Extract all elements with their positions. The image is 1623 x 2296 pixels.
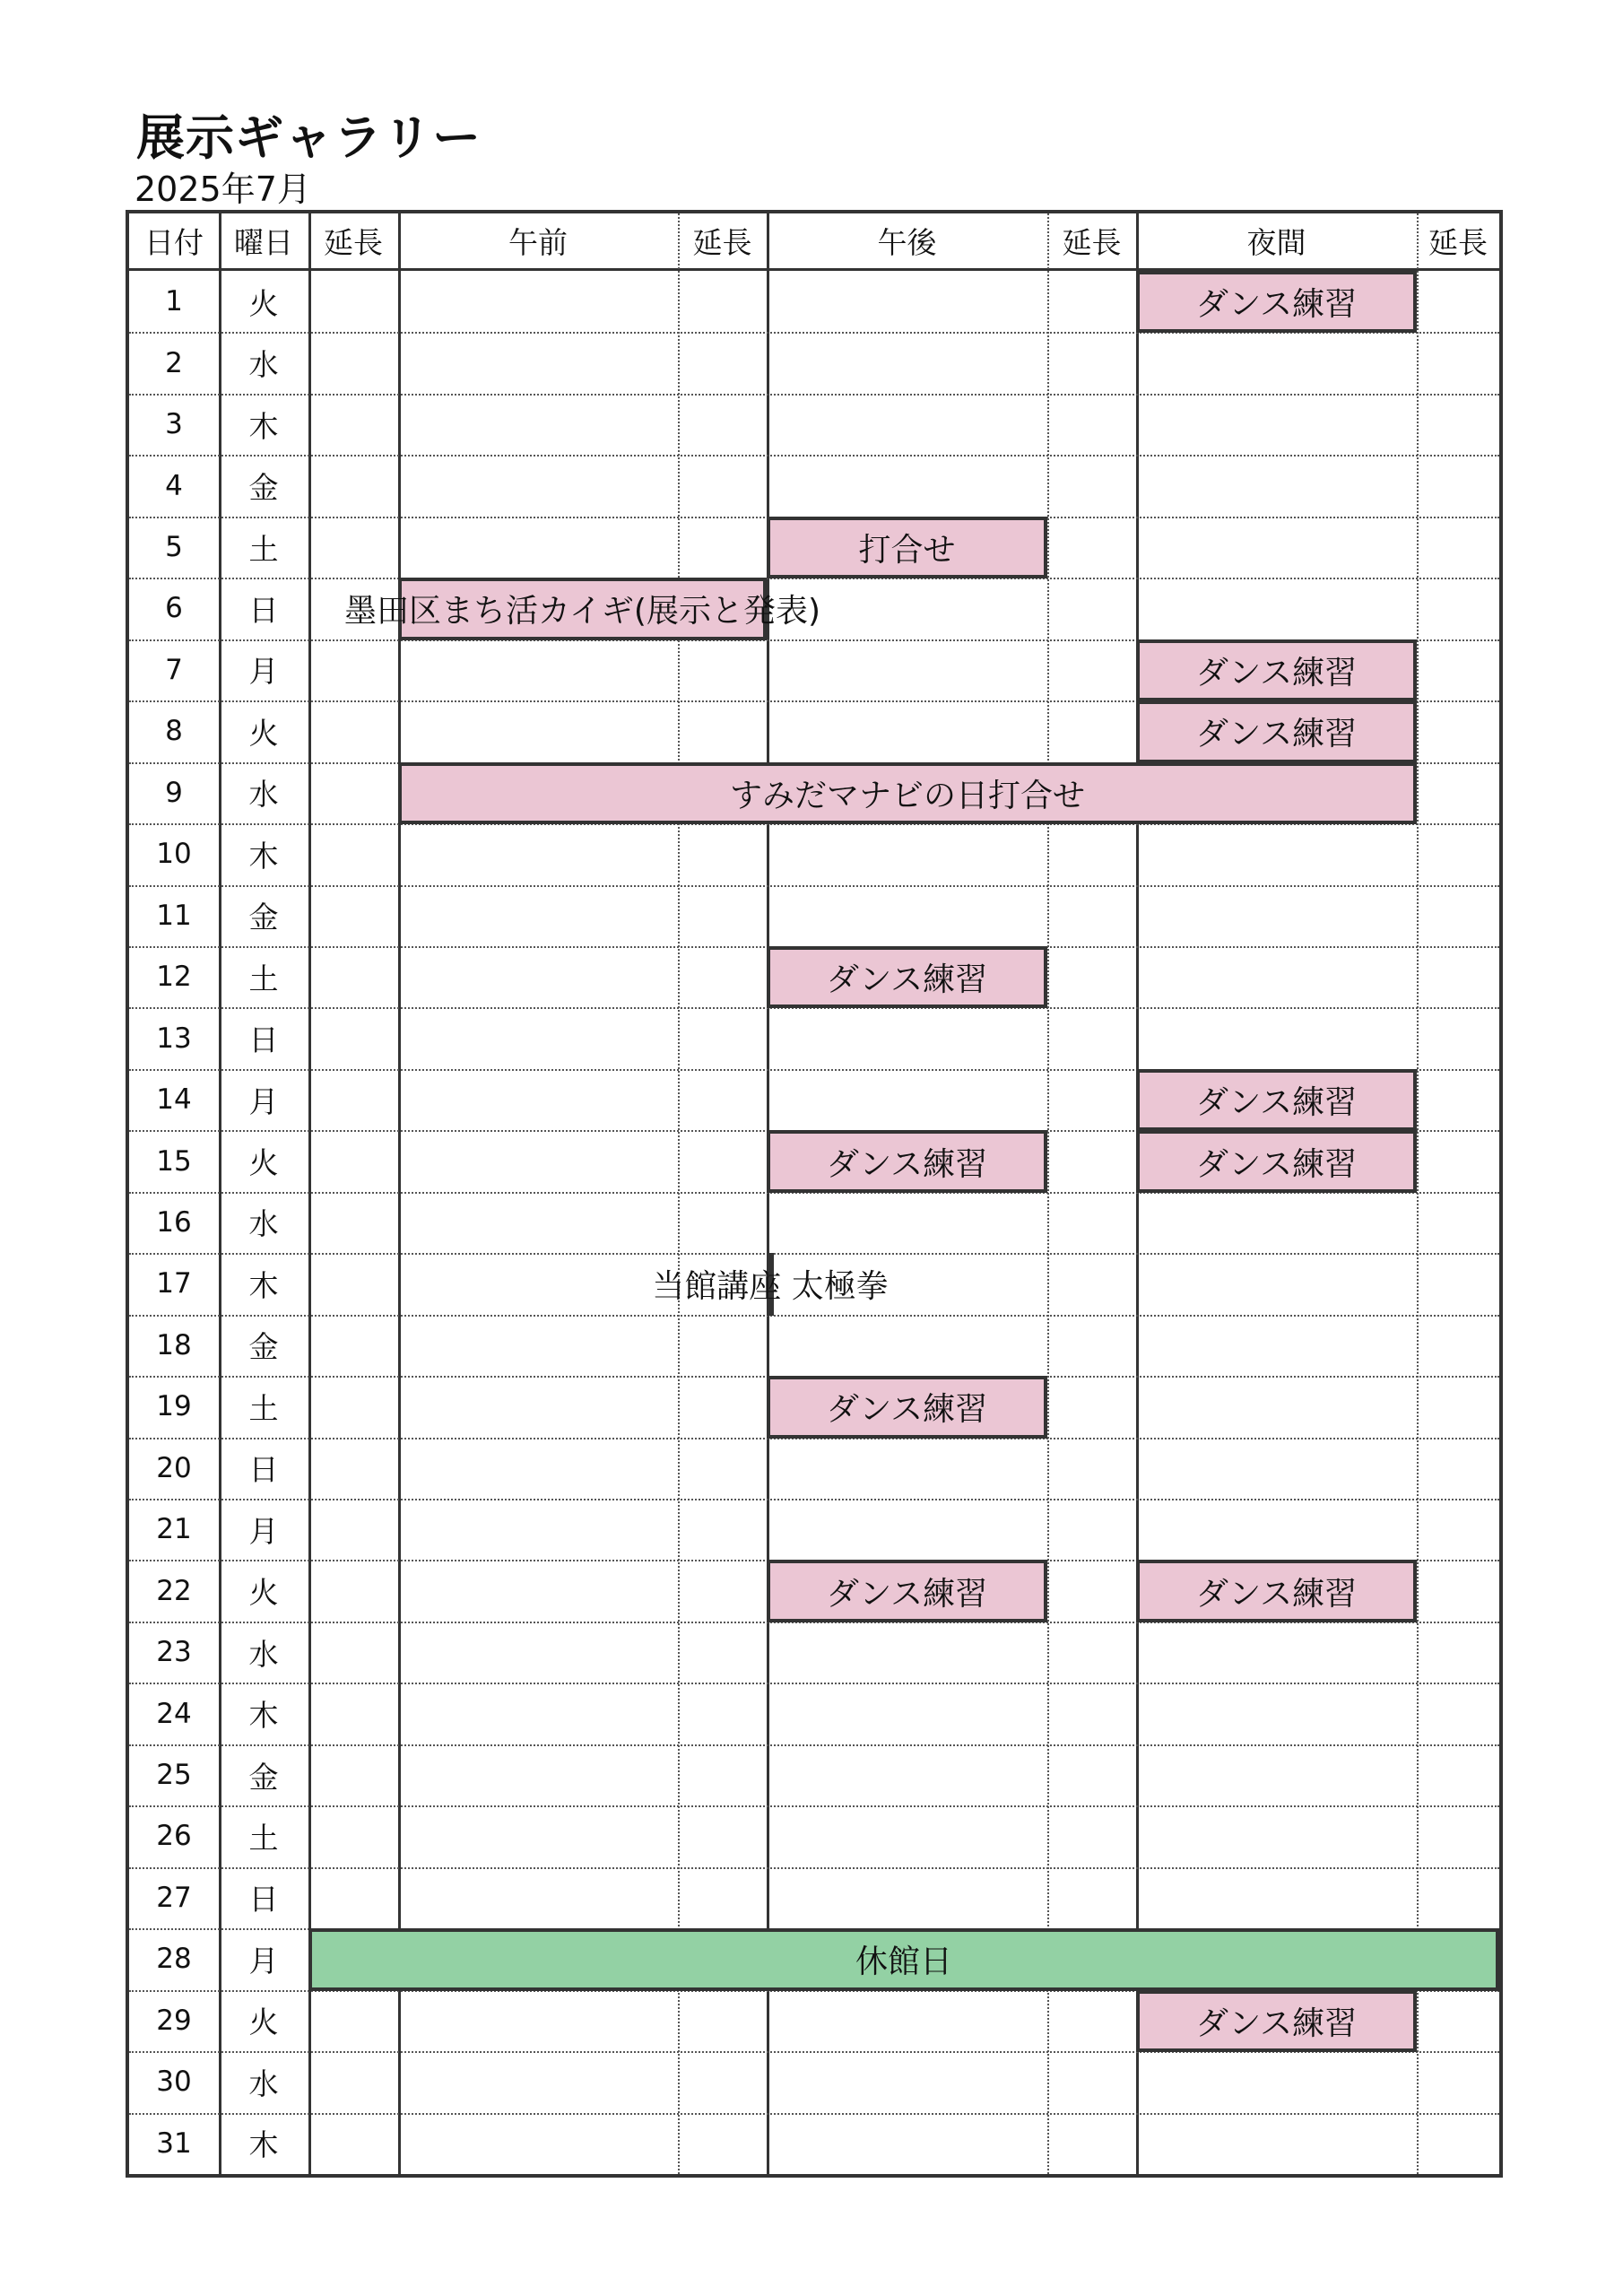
row-divider xyxy=(129,455,1499,457)
row-divider xyxy=(129,1744,1499,1746)
event-block[interactable]: 打合せ xyxy=(767,517,1047,578)
date-cell: 24 xyxy=(156,1697,192,1730)
date-cell: 28 xyxy=(156,1943,192,1976)
weekday-cell: 金 xyxy=(248,470,279,506)
weekday-cell: 火 xyxy=(248,1575,279,1611)
column-divider xyxy=(767,213,769,2174)
column-header: 日付 xyxy=(129,213,219,271)
event-block[interactable]: ダンス練習 xyxy=(1136,700,1417,762)
row-divider xyxy=(129,1499,1499,1500)
row-divider xyxy=(129,2113,1499,2115)
column-divider xyxy=(308,213,311,2174)
column-header: 延長 xyxy=(1417,213,1499,271)
date-cell: 12 xyxy=(156,961,192,994)
event-block[interactable]: ダンス練習 xyxy=(767,1560,1047,1622)
date-cell: 7 xyxy=(165,653,183,686)
event-block[interactable]: ダンス練習 xyxy=(1136,639,1417,701)
column-header: 午前 xyxy=(398,213,678,271)
event-block[interactable]: ダンス練習 xyxy=(1136,1130,1417,1192)
date-cell: 23 xyxy=(156,1636,192,1669)
row-divider xyxy=(129,1683,1499,1684)
weekday-cell: 水 xyxy=(248,1206,279,1242)
column-header: 延長 xyxy=(1047,213,1136,271)
column-divider xyxy=(678,213,680,2174)
date-cell: 1 xyxy=(165,285,183,318)
weekday-cell: 土 xyxy=(248,961,279,996)
weekday-cell: 水 xyxy=(248,347,279,383)
weekday-cell: 火 xyxy=(248,715,279,751)
weekday-cell: 土 xyxy=(248,1820,279,1856)
event-block[interactable]: ダンス練習 xyxy=(767,1130,1047,1192)
weekday-cell: 水 xyxy=(248,2066,279,2101)
date-cell: 21 xyxy=(156,1513,192,1546)
date-cell: 25 xyxy=(156,1759,192,1792)
weekday-cell: 木 xyxy=(248,1698,279,1734)
date-cell: 14 xyxy=(156,1083,192,1117)
weekday-cell: 土 xyxy=(248,1390,279,1426)
date-cell: 4 xyxy=(165,469,183,502)
weekday-cell: 木 xyxy=(248,838,279,874)
weekday-cell: 木 xyxy=(248,408,279,444)
weekday-cell: 火 xyxy=(248,285,279,321)
weekday-cell: 日 xyxy=(248,1882,279,1918)
column-divider xyxy=(1417,213,1419,2174)
weekday-cell: 日 xyxy=(248,1022,279,1058)
date-cell: 29 xyxy=(156,2004,192,2037)
column-divider xyxy=(398,213,401,2174)
date-cell: 3 xyxy=(165,408,183,441)
date-cell: 30 xyxy=(156,2066,192,2099)
date-cell: 15 xyxy=(156,1144,192,1178)
schedule-table xyxy=(126,210,1503,2178)
date-cell: 5 xyxy=(165,531,183,564)
date-cell: 16 xyxy=(156,1205,192,1239)
event-block[interactable]: 墨田区まち活カイギ(展示と発表) xyxy=(398,578,767,639)
date-cell: 20 xyxy=(156,1451,192,1484)
date-cell: 18 xyxy=(156,1328,192,1361)
weekday-cell: 日 xyxy=(248,592,279,628)
date-cell: 26 xyxy=(156,1820,192,1853)
column-divider xyxy=(1136,213,1139,2174)
weekday-cell: 火 xyxy=(248,2005,279,2040)
weekday-cell: 水 xyxy=(248,777,279,813)
weekday-cell: 月 xyxy=(248,1083,279,1119)
date-cell: 8 xyxy=(165,715,183,748)
date-cell: 6 xyxy=(165,592,183,625)
row-divider xyxy=(129,1805,1499,1807)
weekday-cell: 木 xyxy=(248,1267,279,1303)
weekday-cell: 火 xyxy=(248,1145,279,1181)
column-header: 午後 xyxy=(767,213,1047,271)
weekday-cell: 金 xyxy=(248,1329,279,1365)
date-cell: 27 xyxy=(156,1881,192,1914)
event-block[interactable]: すみだマナビの日打合せ xyxy=(398,762,1417,824)
date-cell: 17 xyxy=(156,1267,192,1300)
date-cell: 22 xyxy=(156,1574,192,1607)
row-divider xyxy=(129,1253,1499,1255)
column-header: 夜間 xyxy=(1136,213,1417,271)
month-label: 2025年7月 xyxy=(135,170,311,209)
column-header: 延長 xyxy=(678,213,767,271)
column-divider xyxy=(1047,213,1049,2174)
column-header: 曜日 xyxy=(219,213,308,271)
event-block[interactable]: 当館講座 太極拳 xyxy=(767,1253,774,1315)
row-divider xyxy=(129,1315,1499,1317)
event-block[interactable]: ダンス練習 xyxy=(1136,1560,1417,1622)
weekday-cell: 月 xyxy=(248,654,279,690)
date-cell: 13 xyxy=(156,1022,192,1055)
event-block[interactable]: ダンス練習 xyxy=(1136,1069,1417,1131)
row-divider xyxy=(129,394,1499,396)
column-header: 延長 xyxy=(308,213,398,271)
event-block[interactable]: ダンス練習 xyxy=(1136,1990,1417,2052)
date-cell: 2 xyxy=(165,346,183,379)
weekday-cell: 金 xyxy=(248,1759,279,1795)
row-divider xyxy=(129,885,1499,887)
weekday-cell: 金 xyxy=(248,900,279,935)
date-cell: 10 xyxy=(156,838,192,871)
date-cell: 9 xyxy=(165,776,183,809)
date-cell: 11 xyxy=(156,899,192,932)
closed-day-block[interactable]: 休館日 xyxy=(308,1928,1499,1990)
weekday-cell: 水 xyxy=(248,1636,279,1672)
event-block[interactable]: ダンス練習 xyxy=(767,1376,1047,1438)
weekday-cell: 日 xyxy=(248,1452,279,1488)
weekday-cell: 月 xyxy=(248,1513,279,1549)
event-block[interactable]: ダンス練習 xyxy=(1136,271,1417,333)
page-title: 展示ギャラリー xyxy=(136,109,482,166)
event-block[interactable]: ダンス練習 xyxy=(767,946,1047,1008)
date-cell: 19 xyxy=(156,1390,192,1423)
row-divider xyxy=(129,1867,1499,1869)
date-cell: 31 xyxy=(156,2126,192,2160)
weekday-cell: 土 xyxy=(248,531,279,567)
weekday-cell: 月 xyxy=(248,1943,279,1979)
weekday-cell: 木 xyxy=(248,2127,279,2163)
